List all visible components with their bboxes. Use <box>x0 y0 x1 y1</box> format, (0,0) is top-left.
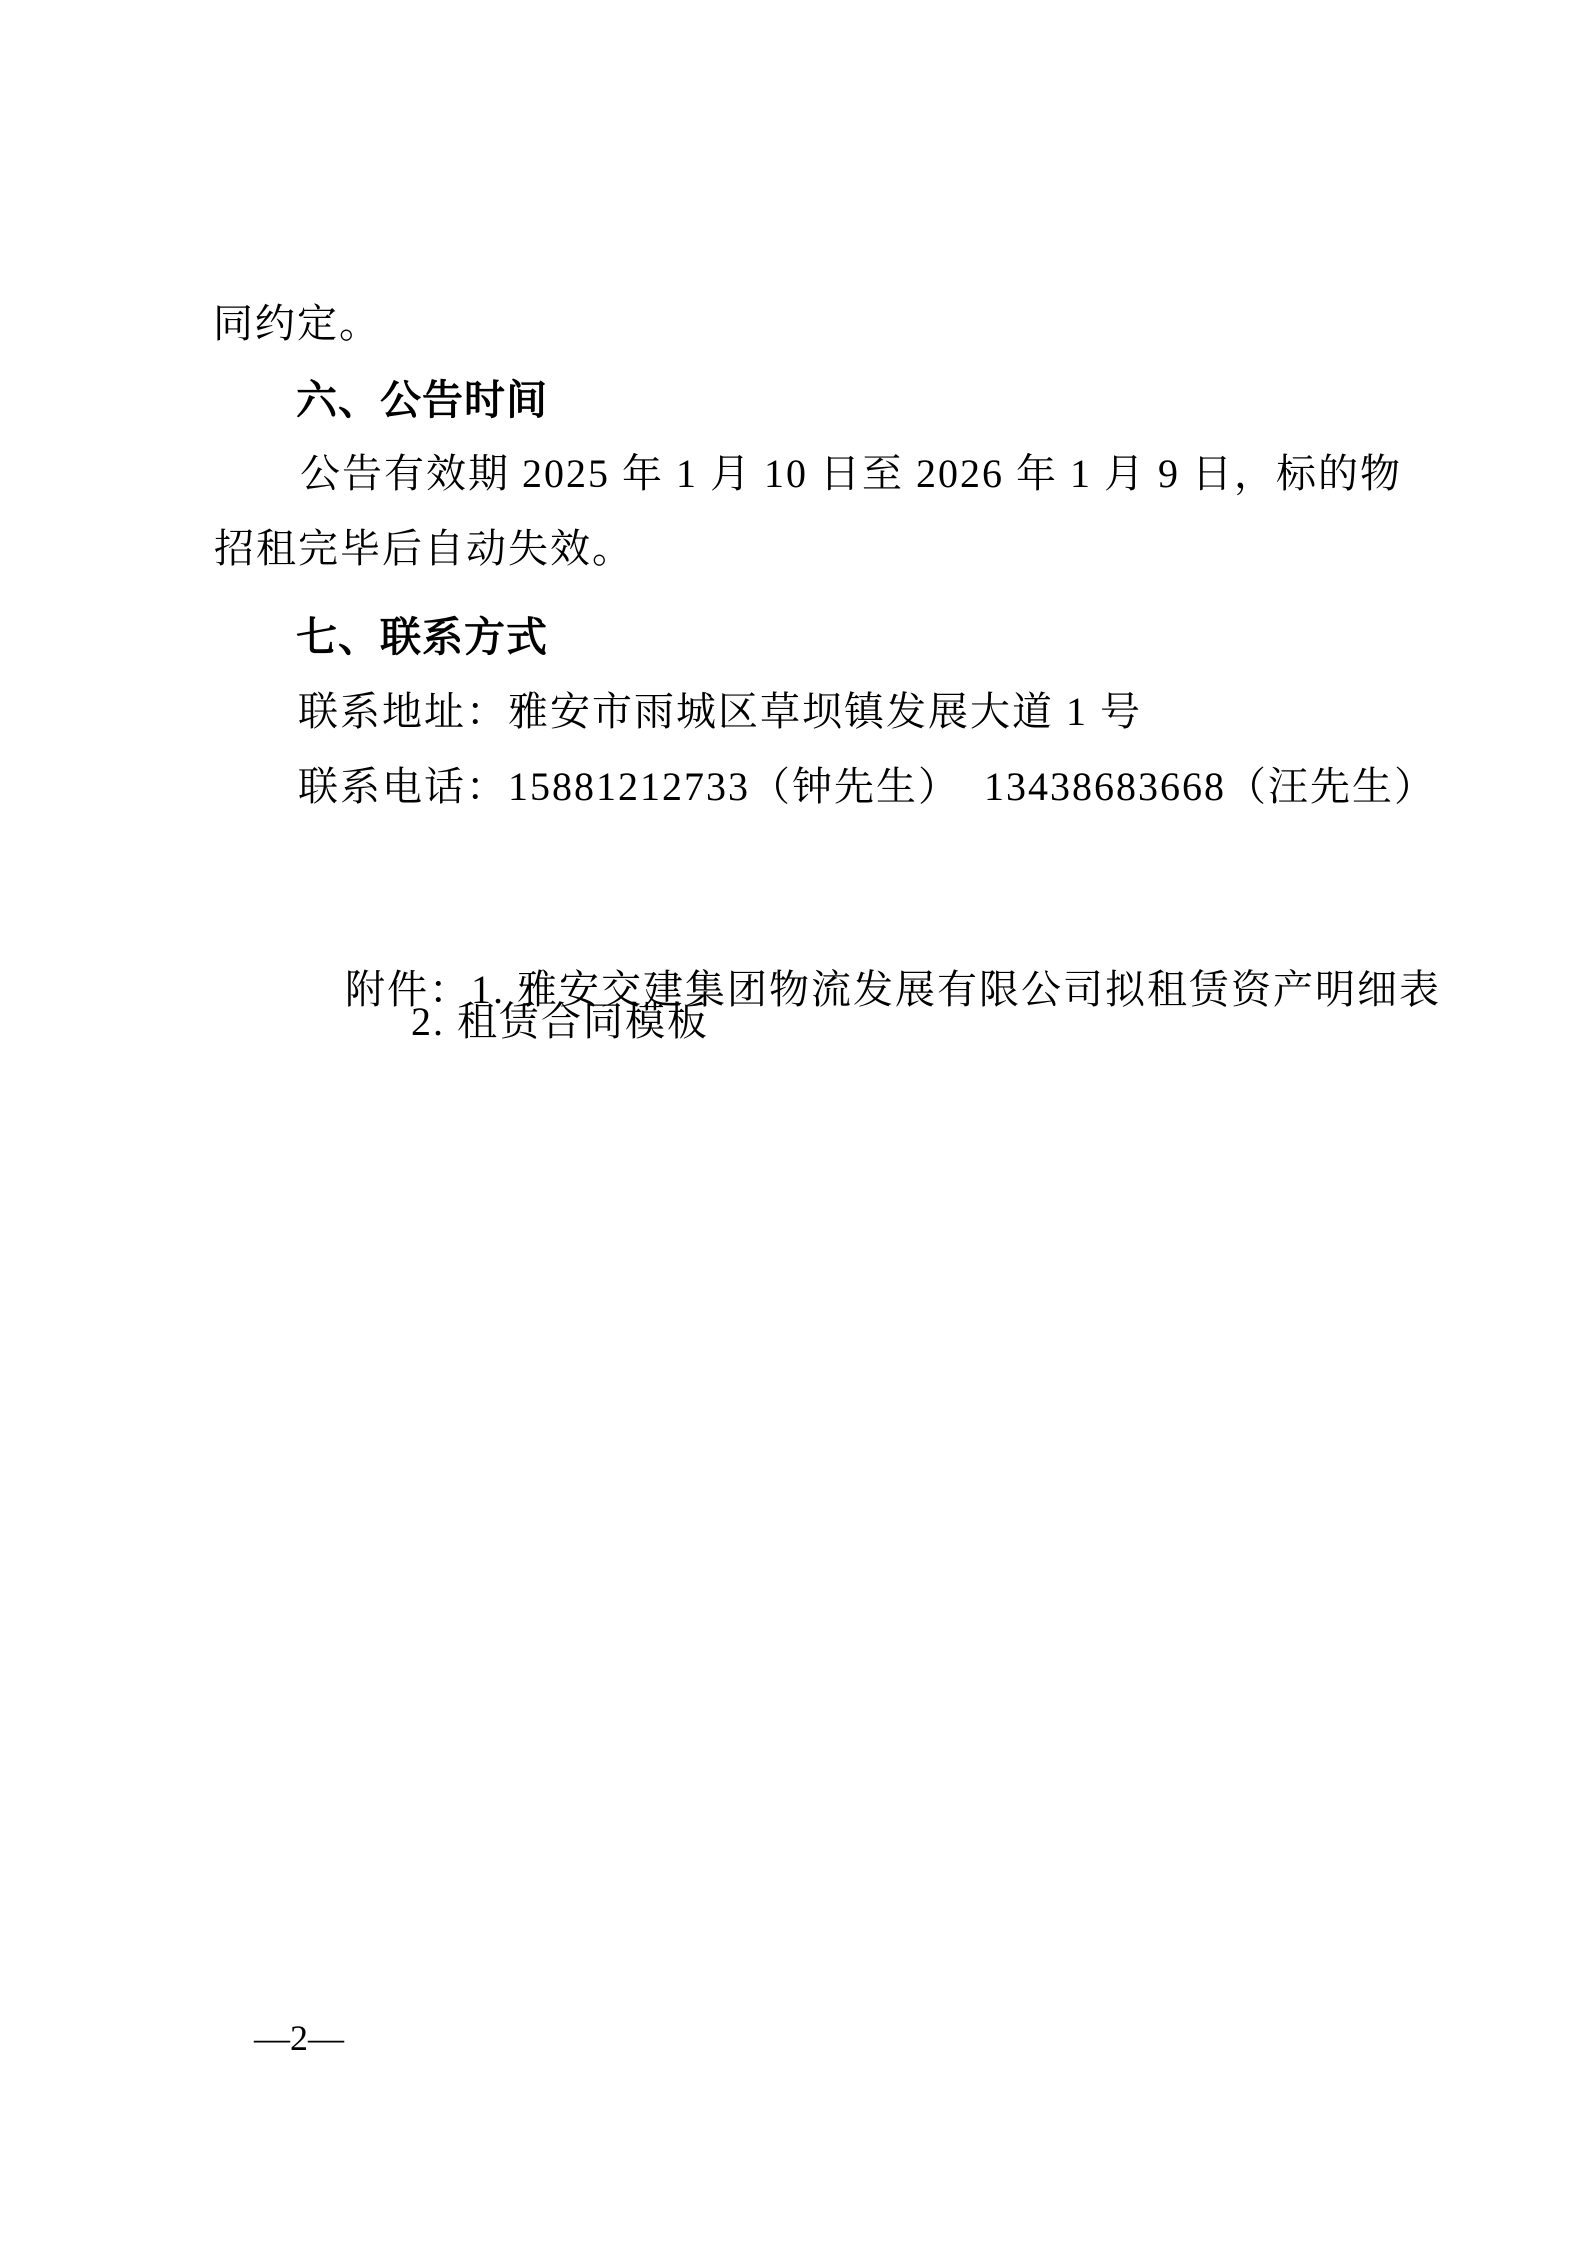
attachment-item-1: 1. 雅安交建集团物流发展有限公司拟租赁资产明细表 <box>471 967 1441 1012</box>
attachments-label: 附件： <box>345 967 471 1012</box>
announcement-period-line-1: 公告有效期 2025 年 1 月 10 日至 2026 年 1 月 9 日，标的物 <box>300 451 1402 496</box>
paragraph-continuation-line: 同约定。 <box>213 301 381 346</box>
contact-address-line: 联系地址：雅安市雨城区草坝镇发展大道 1 号 <box>298 689 1142 734</box>
contact-phone-line: 联系电话：15881212733（钟先生） 13438683668（汪先生） <box>298 764 1436 809</box>
section-heading-announcement-time: 六、公告时间 <box>296 377 548 423</box>
page-number: —2— <box>254 2018 344 2058</box>
section-heading-contact-info: 七、联系方式 <box>296 614 548 660</box>
attachment-item-2: 2. 租赁合同模板 <box>411 999 709 1044</box>
announcement-period-line-2: 招租完毕后自动失效。 <box>214 526 634 571</box>
